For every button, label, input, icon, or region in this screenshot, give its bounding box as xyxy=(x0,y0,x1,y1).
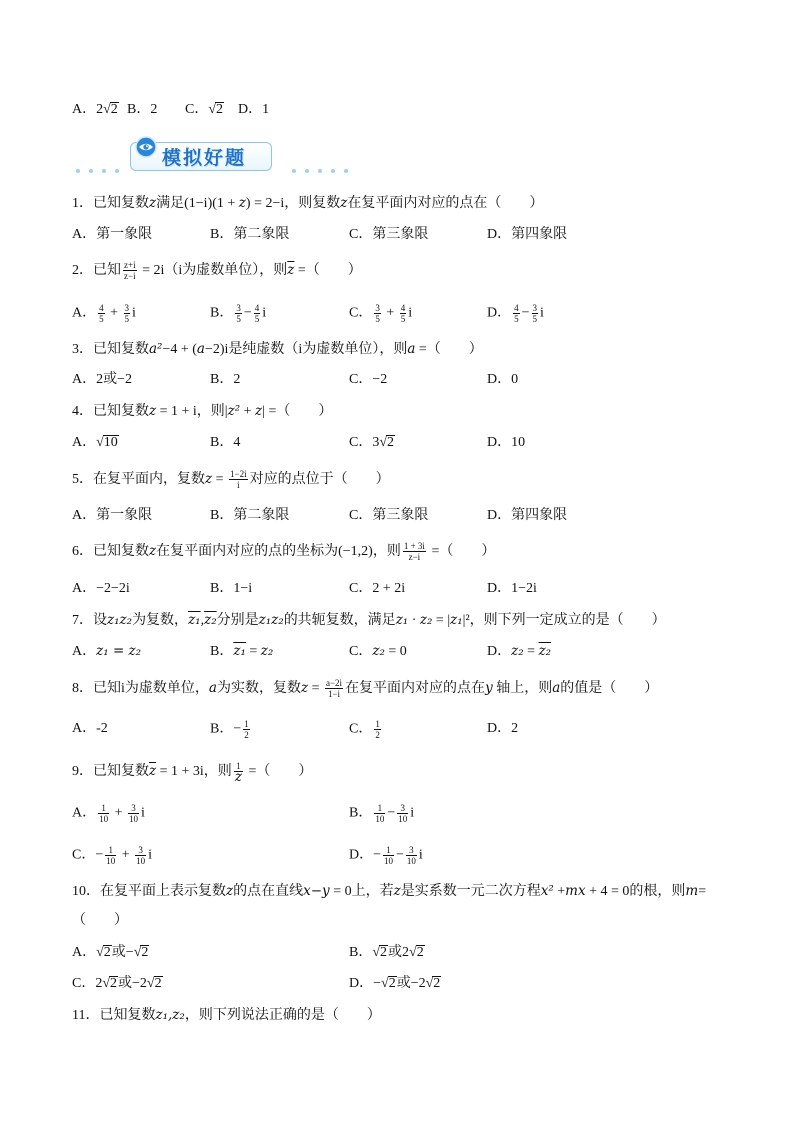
question-11-stem xyxy=(72,1005,381,1025)
fraction-numerator: 3 xyxy=(135,845,146,856)
conjugate-variable: z₂ xyxy=(538,643,552,659)
fraction-numerator: a−2i xyxy=(325,678,343,689)
fraction-numerator: 3 xyxy=(124,303,130,313)
fraction xyxy=(397,803,408,824)
fraction xyxy=(374,719,381,740)
imaginary-unit: i xyxy=(141,805,145,821)
question-10-option-c xyxy=(72,974,163,994)
operator: = xyxy=(245,644,261,659)
stem-text: =（ ） xyxy=(294,263,362,278)
operator: = 0 xyxy=(384,644,407,659)
fraction-denominator: 5 xyxy=(532,314,538,324)
fraction-denominator: 10 xyxy=(398,814,408,824)
eye-icon xyxy=(135,136,157,158)
fraction xyxy=(229,469,248,490)
fraction-numerator: 1 xyxy=(244,719,249,729)
decorative-dot xyxy=(318,169,322,173)
math-variable: y xyxy=(485,680,493,696)
stem-text: 在复平面内对应的点的坐标为(−1,2)，则 xyxy=(156,544,401,559)
fraction xyxy=(235,303,242,324)
option-text: C．√ xyxy=(185,102,217,117)
prev-option-c xyxy=(185,100,224,120)
fraction-numerator: 1 xyxy=(234,761,243,772)
math-variable: z₂ xyxy=(372,643,385,659)
question-10-stem xyxy=(72,881,706,901)
fraction-numerator: 1 xyxy=(105,845,116,856)
math-variable: a² xyxy=(149,341,163,357)
stem-text: , xyxy=(200,613,205,628)
fraction xyxy=(406,845,417,866)
fraction-numerator: 3 xyxy=(397,803,408,814)
stem-text: 对应的点位于（ ） xyxy=(249,472,390,487)
fraction-denominator: 10 xyxy=(129,814,139,824)
question-1-option-c: C．第三象限 xyxy=(349,227,429,242)
question-10-option-a xyxy=(72,943,149,963)
fraction-numerator: 4 xyxy=(99,303,104,313)
question-5-stem xyxy=(72,469,390,489)
question-7-option-c xyxy=(349,641,407,661)
fraction-denominator: z−i xyxy=(408,552,421,563)
fraction-numerator: 1 xyxy=(383,845,394,856)
fraction xyxy=(135,845,146,866)
question-5-option-d: D．第四象限 xyxy=(487,508,568,523)
conjugate-variable: z₁ xyxy=(188,612,201,628)
radicand: 2 xyxy=(154,976,162,991)
operator: = xyxy=(523,644,539,659)
fraction-denominator: i xyxy=(237,480,240,491)
imaginary-unit: i xyxy=(132,305,136,321)
question-4-option-c xyxy=(349,433,395,453)
fraction-numerator: 1 xyxy=(375,719,380,729)
question-1-option-d: D．第四象限 xyxy=(487,227,568,242)
math-variable: a xyxy=(196,341,205,357)
fraction-numerator: z+i xyxy=(124,260,136,271)
question-5-option-b: B．第二象限 xyxy=(210,508,290,523)
question-5-option-c: C．第三象限 xyxy=(349,508,429,523)
question-8-option-c xyxy=(349,719,383,739)
stem-text: + xyxy=(240,404,256,419)
stem-text: 满足(1−i)(1 + xyxy=(156,196,239,211)
question-9-stem xyxy=(72,761,313,786)
fraction-numerator: 3 xyxy=(375,303,380,313)
question-10-option-d xyxy=(349,974,441,994)
question-2-option-a xyxy=(72,303,136,323)
imaginary-unit: i xyxy=(418,847,423,863)
radicand: 2 xyxy=(387,435,395,450)
fraction xyxy=(254,303,261,324)
operator: − xyxy=(521,305,530,321)
option-text: 或2√ xyxy=(388,945,417,960)
option-label: B．− xyxy=(210,721,242,737)
question-8-option-d: D．2 xyxy=(487,721,519,736)
decorative-dot xyxy=(89,169,93,173)
radicand: 10 xyxy=(103,435,118,450)
radicand: 2 xyxy=(388,976,396,991)
option-text: B．√ xyxy=(349,945,381,960)
fraction-denominator: 10 xyxy=(375,814,385,824)
imaginary-unit: i xyxy=(148,847,153,863)
question-4-stem xyxy=(72,401,332,421)
math-variable: z₁,z₂ xyxy=(155,1007,185,1023)
fraction-denominator: 1−i xyxy=(327,689,341,700)
fraction-numerator: 3 xyxy=(532,303,538,313)
math-variable: z₁z₂ xyxy=(258,612,284,628)
stem-text: 的点在直线 xyxy=(233,884,304,899)
fraction-denominator: 2 xyxy=(244,730,249,740)
fraction-denominator: 10 xyxy=(99,814,109,824)
question-3-option-d: D．0 xyxy=(487,372,519,387)
stem-text: = | xyxy=(432,613,451,628)
operator: + xyxy=(118,847,134,863)
fraction xyxy=(325,678,343,699)
question-4-option-a xyxy=(72,433,119,453)
fraction xyxy=(532,303,539,324)
math-variable: z xyxy=(226,883,234,899)
question-9-option-b xyxy=(349,803,414,823)
math-variable: z₁z₂ xyxy=(107,612,133,628)
radicand: 2 xyxy=(110,102,118,117)
imaginary-unit: i xyxy=(262,305,267,321)
stem-text: = 2i（i为虚数单位），则 xyxy=(138,263,288,278)
radicand: 2 xyxy=(216,102,224,117)
prev-option-d: D．1 xyxy=(238,102,270,117)
stem-text: = 1 + i，则| xyxy=(156,404,228,419)
math-variable: mx xyxy=(565,883,586,899)
fraction-numerator: 3 xyxy=(236,303,241,313)
fraction xyxy=(403,541,426,562)
option-label: C． xyxy=(349,305,373,321)
math-variable: z₁ xyxy=(450,612,463,628)
option-text: C．2√ xyxy=(72,976,111,991)
fraction-denominator: 5 xyxy=(124,314,130,324)
math-variable: z₂ xyxy=(260,643,274,659)
math-variable: z xyxy=(149,543,157,559)
stem-text: 1．已知复数 xyxy=(72,196,149,211)
conjugate-variable: z₂ xyxy=(204,612,217,628)
stem-text: 在复平面内对应的点在（ ） xyxy=(347,196,544,211)
stem-text: 8．已知i为虚数单位， xyxy=(72,681,209,696)
stem-text: + xyxy=(553,884,566,899)
decorative-dot xyxy=(115,169,119,173)
math-variable: x² xyxy=(540,883,554,899)
fraction-denominator: 5 xyxy=(254,314,260,324)
stem-text: = xyxy=(212,472,228,487)
question-4-option-b: B．4 xyxy=(210,435,241,450)
option-label: B． xyxy=(210,305,234,321)
fraction-numerator: 3 xyxy=(406,845,417,856)
fraction xyxy=(374,803,385,824)
fraction-denominator: 5 xyxy=(514,314,519,324)
stem-text: 的共轭复数，满足 xyxy=(283,613,396,628)
conjugate-variable: z₁ xyxy=(233,643,246,659)
stem-text: ) = 2−i，则复数 xyxy=(245,196,341,211)
math-variable: z xyxy=(149,195,157,211)
math-variable: z xyxy=(149,403,157,419)
stem-text: | =（ ） xyxy=(262,404,333,419)
prev-option-a xyxy=(72,100,119,120)
question-8-option-b xyxy=(210,719,252,739)
fraction xyxy=(124,303,131,324)
option-label: B． xyxy=(210,644,234,659)
option-label: C． xyxy=(349,644,373,659)
fraction xyxy=(98,803,109,824)
fraction xyxy=(234,761,243,786)
stem-text: −2)i是纯虚数（i为虚数单位），则 xyxy=(204,342,408,357)
question-4-option-d: D．10 xyxy=(487,435,526,450)
fraction-denominator: 5 xyxy=(400,314,406,324)
fraction-denominator: 10 xyxy=(106,856,116,866)
fraction xyxy=(374,303,381,324)
fraction xyxy=(128,803,139,824)
radicand: 2 xyxy=(141,945,149,960)
decorative-dot xyxy=(331,169,335,173)
stem-text: 7．设 xyxy=(72,613,107,628)
option-text: A．2√ xyxy=(72,102,111,117)
math-variable: z₁ xyxy=(395,612,409,628)
math-variable: z₂ xyxy=(419,612,433,628)
question-2-option-c xyxy=(349,303,412,323)
question-10-option-b xyxy=(349,943,425,963)
fraction-numerator: 1 xyxy=(374,803,385,814)
math-variable: z² xyxy=(227,403,241,419)
option-text: A．√ xyxy=(72,945,104,960)
fraction xyxy=(105,845,116,866)
question-9-option-d xyxy=(349,845,423,865)
stem-text: 为实数，复数 xyxy=(216,681,301,696)
option-label: C．3√ xyxy=(349,435,388,450)
math-variable: z xyxy=(393,883,401,899)
stem-text: 2．已知 xyxy=(72,263,121,278)
stem-text: + 4 = 0的根，则 xyxy=(585,884,686,899)
fraction-numerator: 4 xyxy=(254,303,260,313)
stem-text: 9．已知复数 xyxy=(72,764,149,779)
option-label: D． xyxy=(487,305,512,321)
question-1-option-b: B．第二象限 xyxy=(210,227,290,242)
stem-text: 11．已知复数 xyxy=(72,1008,156,1023)
fraction-denominator: 5 xyxy=(99,314,104,324)
option-text: D．−√ xyxy=(349,976,389,991)
banner-title: 模拟好题 xyxy=(162,147,247,169)
stem-text: 分别是 xyxy=(216,613,259,628)
stem-text: 10．在复平面上表示复数 xyxy=(72,884,226,899)
fraction-denominator: 5 xyxy=(375,314,380,324)
fraction xyxy=(243,719,250,740)
question-6-option-c: C．2 + 2i xyxy=(349,581,406,596)
decorative-dot xyxy=(344,169,348,173)
question-3-option-b: B．2 xyxy=(210,372,241,387)
math-variable: z xyxy=(205,471,213,487)
imaginary-unit: i xyxy=(540,305,544,321)
fraction-numerator: 3 xyxy=(128,803,139,814)
radicand: 2 xyxy=(433,976,441,991)
option-label: A．√ xyxy=(72,435,104,450)
fraction-numerator: 4 xyxy=(514,303,519,313)
option-label: C． xyxy=(349,721,373,737)
question-9-option-a xyxy=(72,803,145,823)
imaginary-unit: i xyxy=(410,805,415,821)
radicand: 2 xyxy=(416,945,424,960)
math-expression: z₁ = z₂ xyxy=(96,643,142,659)
question-8-option-a: A．-2 xyxy=(72,721,108,736)
stem-text: · xyxy=(408,613,420,628)
stem-text: 在复平面内对应的点在 xyxy=(345,681,486,696)
stem-text: |²，则下列一定成立的是（ ） xyxy=(462,613,666,628)
fraction-denominator: z xyxy=(234,769,242,786)
option-label: A． xyxy=(72,805,97,821)
operator: − xyxy=(387,805,396,821)
question-7-option-a xyxy=(72,641,141,661)
option-text: 或−2√ xyxy=(118,976,155,991)
math-variable: m xyxy=(685,883,699,899)
imaginary-unit: i xyxy=(408,305,413,321)
fraction-denominator: z−i xyxy=(124,271,136,282)
operator: − xyxy=(396,847,404,863)
option-label: D． xyxy=(487,644,512,659)
decorative-dot xyxy=(292,169,296,173)
question-3-option-a: A．2或−2 xyxy=(72,372,133,387)
stem-text: 4．已知复数 xyxy=(72,404,149,419)
math-variable: z xyxy=(300,680,309,696)
question-3-stem xyxy=(72,339,483,359)
stem-text: 5．在复平面内，复数 xyxy=(72,472,205,487)
fraction xyxy=(123,260,137,281)
stem-text: 为复数， xyxy=(132,613,189,628)
math-variable: a xyxy=(552,680,561,696)
stem-text: =（ ） xyxy=(427,544,496,559)
question-2-option-d xyxy=(487,303,544,323)
decorative-dot xyxy=(102,169,106,173)
stem-text: 6．已知复数 xyxy=(72,544,149,559)
question-7-stem xyxy=(72,610,666,630)
stem-text: 的值是（ ） xyxy=(560,681,659,696)
question-7-option-b xyxy=(210,641,273,661)
question-2-stem xyxy=(72,260,362,280)
stem-text: 3．已知复数 xyxy=(72,342,149,357)
option-label: B． xyxy=(349,805,373,821)
stem-text: = 1 + 3i，则 xyxy=(156,764,232,779)
prev-option-b: B．2 xyxy=(127,102,158,117)
question-6-option-d: D．1−2i xyxy=(487,581,537,596)
fraction-numerator: 1 xyxy=(98,803,109,814)
operator: + xyxy=(106,305,122,321)
question-3-option-c: C．−2 xyxy=(349,372,388,387)
stem-text: 轴上，则 xyxy=(492,681,553,696)
option-text: 或−2√ xyxy=(396,976,434,991)
option-label: A． xyxy=(72,305,97,321)
radicand: 2 xyxy=(380,945,388,960)
question-7-option-d xyxy=(487,641,551,661)
radicand: 2 xyxy=(103,945,111,960)
fraction-denominator: 10 xyxy=(406,856,416,866)
question-6-option-a: A．−2−2i xyxy=(72,581,130,596)
math-variable: z xyxy=(340,195,348,211)
stem-text: 是实系数一元二次方程 xyxy=(400,884,541,899)
question-9-option-c xyxy=(72,845,152,865)
option-label: A． xyxy=(72,644,97,659)
fraction-denominator: 10 xyxy=(136,856,146,866)
option-label: C．− xyxy=(72,847,104,863)
fraction-numerator: 4 xyxy=(400,303,406,313)
fraction xyxy=(383,845,394,866)
conjugate-variable: $\overline{z}$ xyxy=(149,763,157,779)
fraction-numerator: 1 + 3i xyxy=(403,541,425,552)
decorative-dot xyxy=(76,169,80,173)
question-6-option-b: B．1−i xyxy=(210,581,253,596)
fraction-denominator: 2 xyxy=(375,730,380,740)
question-1-option-a: A．第一象限 xyxy=(72,227,153,242)
fraction-denominator: 5 xyxy=(236,314,241,324)
stem-text: = 0上，若 xyxy=(329,884,394,899)
math-variable: z xyxy=(255,403,263,419)
math-variable: z xyxy=(238,195,246,211)
math-variable: x−y xyxy=(303,883,330,899)
question-1-stem xyxy=(72,193,543,213)
math-variable: z₂ xyxy=(511,643,524,659)
stem-text: = xyxy=(308,681,323,696)
fraction xyxy=(513,303,520,324)
fraction-numerator: 1−2i xyxy=(230,469,247,480)
stem-text: = xyxy=(698,884,707,899)
stem-text: =（ ） xyxy=(244,764,313,779)
fraction xyxy=(400,303,407,324)
fraction-denominator: 10 xyxy=(384,856,394,866)
fraction xyxy=(98,303,105,324)
operator: − xyxy=(243,305,252,321)
operator: + xyxy=(111,805,127,821)
operator: + xyxy=(382,305,398,321)
question-5-option-a: A．第一象限 xyxy=(72,508,153,523)
option-label: D．− xyxy=(349,847,382,863)
question-8-stem xyxy=(72,678,658,698)
radicand: 2 xyxy=(110,976,118,991)
stem-text: ，则下列说法正确的是（ ） xyxy=(184,1008,381,1023)
math-variable: a xyxy=(407,341,416,357)
stem-text: −4 + ( xyxy=(162,342,197,357)
question-6-stem xyxy=(72,541,495,561)
math-variable: a xyxy=(208,680,217,696)
decorative-dot xyxy=(305,169,309,173)
option-text: 或−√ xyxy=(111,945,142,960)
question-2-option-b xyxy=(210,303,266,323)
conjugate-variable: $\overline{z}$ xyxy=(287,262,295,278)
stem-text: =（ ） xyxy=(415,342,483,357)
question-10-answer-blank: （ ） xyxy=(72,913,128,928)
